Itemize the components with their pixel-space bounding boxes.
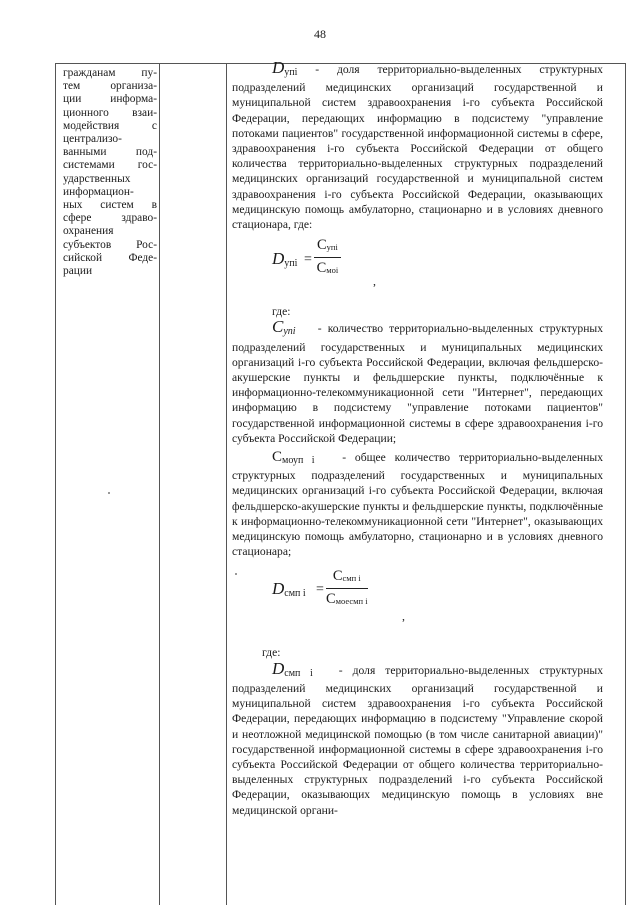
- fraction-numerator: Cсмп i: [326, 567, 368, 589]
- main-column: [232, 60, 603, 818]
- scan-speck: [235, 573, 237, 575]
- symbol-c-moup: Cмоуп i: [272, 449, 315, 467]
- symbol-d-smp: $D_{смп i}$: [272, 658, 313, 679]
- table-column-divider-2: [226, 63, 227, 905]
- where-label: где:: [272, 305, 291, 319]
- fraction-numerator: Cупi: [314, 236, 341, 258]
- definition-d-upi: $D_{упi}$ - доля территориально-выделенных структурных подразделений медицинских организаций государственной и муниципальной систем здравоохранения i-го субъекта Российской Федерации, передающих информацию в подсистему "управление потоками пациентов" государственной информационной системы в сфере, здравоохранения i-го субъекта Российской Федерации от общего количества территориально-выделенных структурных подразделений медицинских организаций государственной и муниципальной систем здравоохранения i-го субъекта Российской Федерации, оказывающих медицинскую помощь амбулаторно, стационарно и в условиях дневного стационара, где:: [232, 58, 603, 232]
- definition-c-moup: Cмоуп i - общее количество территориально-выделенных структурных подразделений государственных и муниципальных медицинских организаций i-го субъекта Российской Федерации, включая фельдшерско-акушерские пункты и фельдшерские пункты, подключённые к информационно-телекоммуникационной сети "Интернет", оказывающих медицинскую помощь амбулаторно, стационарно и в условиях дневного стационара;: [232, 449, 603, 559]
- left-column-text: гражданам пу- тем организа- ции информа- ционного взаи- модействия с централизо- ванными под- системами гос- ударственных информацион- ных систем в сфере здраво- охранения субъектов Рос- сийской Феде- рации: [63, 67, 157, 278]
- table-border-right: [625, 63, 626, 905]
- definition-c-upi: Cупi - количество территориально-выделенных структурных подразделений государственных и муниципальных медицинских организаций i-го субъекта Российской Федерации, включая фельдшерско-акушерские пункты и фельдшерские пункты, подключённые к информационно-телекоммуникационной сети "Интернет", передающих информацию в подсистему "управление потоками пациентов" государственной информационной системы в сфере здравоохранения i-го субъекта Российской Федерации;: [232, 317, 603, 445]
- definition-text: доля территориально-выделенных структурных подразделений медицинских организаций государственной и муниципальной систем здравоохранения i-го субъекта Российской Федерации, передающих информацию в подсистему "управление потоками пациентов" государственной информационной системы в сфере, здравоохранения i-го субъекта Российской Федерации от общего количества территориально-выделенных структурных подразделений медицинских организаций государственной и муниципальной систем здравоохранения i-го субъекта Российской Федерации, оказывающих медицинскую помощь амбулаторно, стационарно и в условиях дневного стационара, где:: [232, 63, 603, 232]
- table-border-left: [55, 63, 56, 905]
- scan-speck: [108, 492, 110, 494]
- formula-lhs: $D_{упi}$: [272, 249, 298, 270]
- formula-lhs: $D_{смп i}$: [272, 579, 306, 600]
- definition-d-smp: $D_{смп i}$ - доля территориально-выделенных структурных подразделений медицинских организаций государственной и муниципальной систем здравоохранения i-го субъекта Российской Федерации, передающих информацию в подсистему "Управление скорой и неотложной медицинской помощью (в том числе санитарной авиации)" государственной информационной системы в сфере здравоохранения i-го субъекта Российской Федерации от общего количества территориально-выделенных структурных подразделений i-го субъекта Российской Федерации, оказывающих медицинскую помощь в условиях вне медицинской органи-: [232, 658, 603, 817]
- formula-fraction: [326, 567, 368, 610]
- where-label: где:: [262, 646, 281, 660]
- symbol-c-upi: Cупi: [272, 317, 296, 338]
- fraction-denominator: Cмоесмп i: [326, 591, 368, 608]
- page-number: 48: [314, 27, 326, 41]
- formula-fraction: [314, 236, 341, 279]
- symbol-d-upi: $D_{упi}$: [272, 58, 298, 78]
- formula-d-smp: $D_{смп i}$ = Cсмп i Cмоесмп i ,: [272, 568, 405, 624]
- fraction-denominator: Cмоi: [316, 260, 339, 277]
- table-column-divider-1: [159, 63, 160, 905]
- formula-d-upi: $D_{упi}$ = Cупi Cмоi ,: [272, 237, 376, 289]
